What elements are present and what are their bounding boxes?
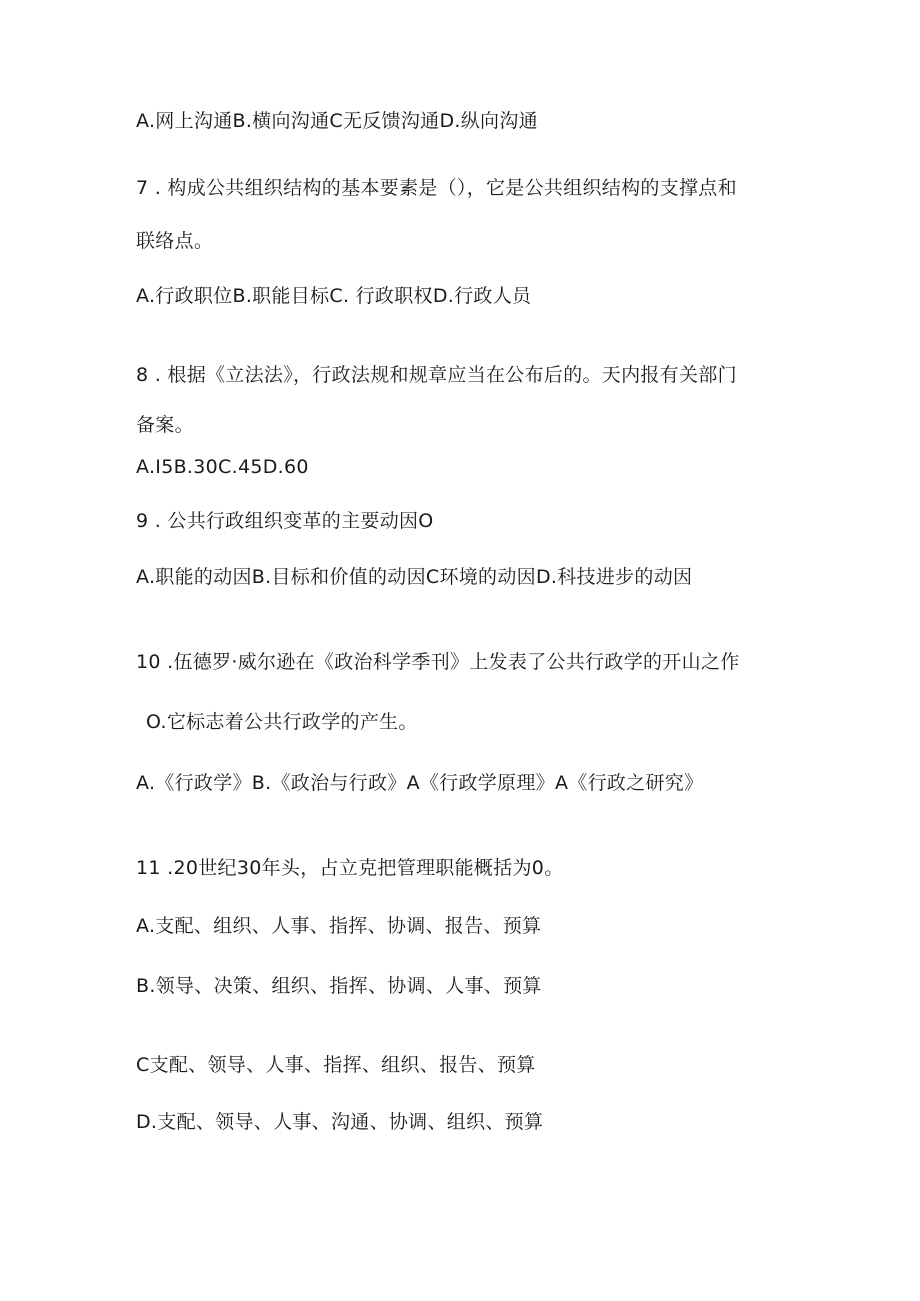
q11-option-d: D.支配、领导、人事、沟通、协调、组织、预算 [136, 1111, 544, 1133]
q9-stem: 9 . 公共行政组织变革的主要动因O [136, 510, 434, 532]
q11-stem: 11 .20世纪30年头，占立克把管理职能概括为0。 [136, 857, 564, 879]
q10-stem-line1: 10 .伍德罗·威尔逊在《政治科学季刊》上发表了公共行政学的开山之作 [136, 651, 740, 673]
q8-options: A.I5B.30C.45D.60 [136, 456, 309, 478]
q7-options: A.行政职位B.职能目标C. 行政职权D.行政人员 [136, 285, 532, 307]
q7-stem-line2: 联络点。 [136, 230, 214, 252]
q10-options: A.《行政学》B.《政治与行政》A《行政学原理》A《行政之研究》 [136, 772, 704, 794]
q10-stem-line2: O.它标志着公共行政学的产生。 [146, 711, 418, 733]
q9-options: A.职能的动因B.目标和价值的动因C环境的动因D.科技进步的动因 [136, 566, 693, 588]
q11-option-a: A.支配、组织、人事、指挥、协调、报告、预算 [136, 915, 542, 937]
q11-option-b: B.领导、决策、组织、指挥、协调、人事、预算 [136, 975, 542, 997]
q7-stem-line1: 7 . 构成公共组织结构的基本要素是（），它是公共组织结构的支撑点和 [136, 177, 737, 199]
q8-stem-line1: 8 . 根据《立法法》，行政法规和规章应当在公布后的。天内报有关部门 [136, 364, 737, 386]
q8-stem-line2: 备案。 [136, 414, 194, 436]
q6-options: A.网上沟通B.横向沟通C无反馈沟通D.纵向沟通 [136, 110, 538, 132]
q11-option-c: C支配、领导、人事、指挥、组织、报告、预算 [136, 1054, 536, 1076]
